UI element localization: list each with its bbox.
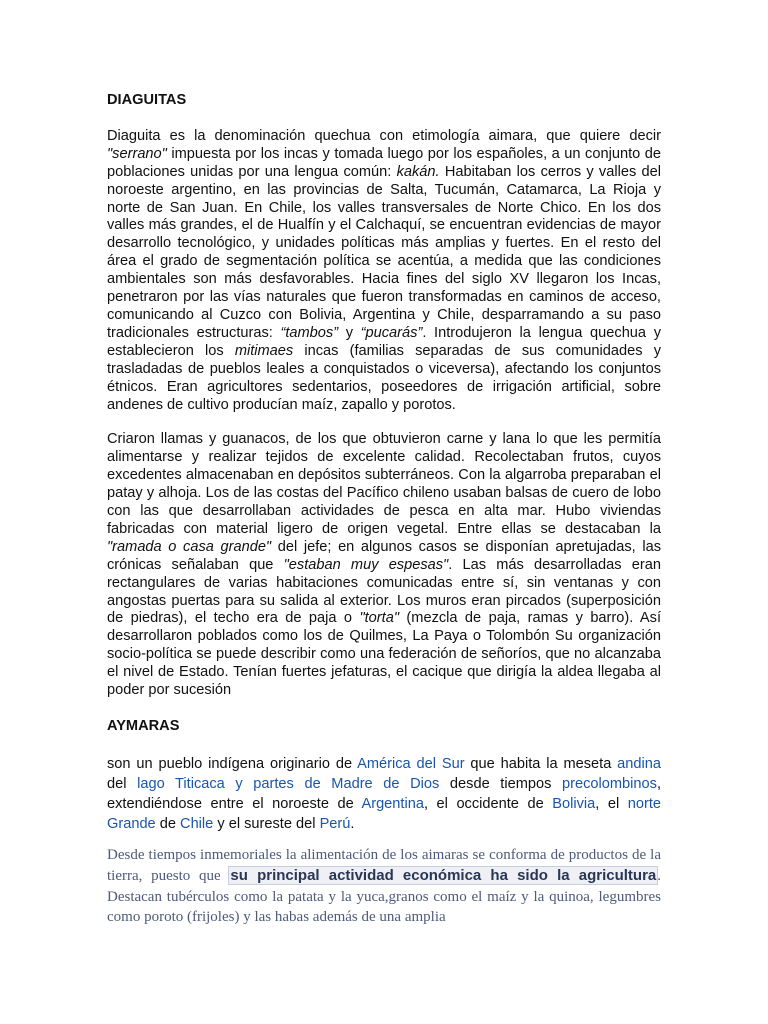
- text-run: del jefe; en algunos casos se disponían apretujadas, las crónicas señalaban que: [107, 538, 661, 573]
- diaguitas-paragraph-1: [107, 128, 661, 415]
- text-run: , el: [595, 795, 628, 812]
- inline-link[interactable]: Argentina: [361, 795, 424, 812]
- section-heading-aymaras: AYMARAS: [107, 718, 180, 734]
- text-run: . Introdujeron la lengua quechua y establecieron los: [107, 324, 661, 359]
- inline-link[interactable]: Bolivia: [552, 795, 596, 812]
- text-run: Desde tiempos inmemoriales la alimentación de los aimaras se conforma de productos de la tierra, puesto que: [107, 846, 661, 884]
- inline-link[interactable]: América del Sur: [357, 755, 465, 772]
- italic-term: "serrano": [107, 145, 167, 162]
- italic-term: “pucarás”: [360, 324, 423, 341]
- italic-term: mitimaes: [234, 342, 294, 359]
- italic-term: "estaban muy espesas": [283, 556, 449, 573]
- section-heading-diaguitas: DIAGUITAS: [107, 92, 187, 108]
- inline-link[interactable]: Chile: [180, 815, 214, 832]
- inline-link[interactable]: lago Titicaca y partes de Madre de Dios: [137, 775, 440, 792]
- italic-term: "ramada o casa grande": [107, 538, 272, 555]
- aymaras-paragraph-1: [107, 754, 661, 834]
- text-run: son un pueblo indígena originario de: [107, 755, 358, 772]
- text-run: del: [107, 775, 138, 792]
- text-run: Criaron llamas y guanacos, de los que obtuvieron carne y lana lo que les permitía alimentarse y realizar tejidos de excelente calidad. Recolectaban frutos, cuyos excedentes almacenaban en depósitos subterráneos. Con la algarroba preparaban el patay y alhoja. Los de las costas del Pacífico chileno usaban balsas de cuero de lobo con las que desarrollaban actividades de pesca en alta mar. Hubo viviendas fabricadas con material ligero de origen vegetal. Entre ellas se destacaban la: [107, 431, 661, 537]
- text-run: , extendiéndose entre el noroeste de: [107, 775, 661, 812]
- aymaras-paragraph-2: [107, 845, 661, 928]
- text-run: (mezcla de paja, ramas y barro). Así desarrollaron poblados como los de Quilmes, La Paya o Tolombón Su organización socio-política se puede describir como una federación de señoríos, que no alcanzaba el nivel de Estado. Tenían fuertes jefaturas, el cacique que dirigía la aldea llegaba al poder por sucesión: [107, 610, 661, 699]
- text-run: Habitaban los cerros y valles del noroeste argentino, en las provincias de Salta, Tucumán, Catamarca, La Rioja y norte de San Juan. En Chile, los valles transversales de Norte Chico. En los dos valles más grandes, el de Hualfín y el Calchaquí, se encuentran evidencias de mayor desarrollo tecnológico, y unidades políticas más amplias y fuertes. En el resto del área el grado de segmentación política se acentúa, a medida que las condiciones ambientales son más desfavorables. Hacia fines del siglo XV llegaron los Incas, penetraron por las vías naturales que fueron transformadas en caminos de acceso, comunicando al Cuzco con Bolivia, Argentina y Chile, desparramando a su paso tradicionales estructuras:: [107, 163, 661, 341]
- inline-link[interactable]: Perú: [319, 815, 351, 832]
- text-run: desde tiempos: [439, 775, 563, 792]
- italic-term: kakán.: [396, 163, 440, 180]
- text-run: .: [350, 815, 355, 832]
- text-run: Diaguita es la denominación quechua con etimología aimara, que quiere decir: [107, 127, 661, 144]
- italic-term: “tambos”: [280, 324, 339, 341]
- diaguitas-paragraph-2: [107, 431, 661, 700]
- text-run: . Las más desarrolladas eran rectangulares de varias habitaciones comunicadas entre sí, sin ventanas y con angostas puertas para su salida al exterior. Los muros eran pircados (superposición de piedras), el techo era de paja o: [107, 556, 661, 627]
- highlighted-text: su principal actividad económica ha sido la agricultura: [230, 866, 657, 884]
- text-run: y el sureste del: [213, 815, 320, 832]
- inline-link[interactable]: precolombinos: [562, 775, 657, 792]
- text-run: , el occidente de: [423, 795, 553, 812]
- text-run: incas (familias separadas de sus comunidades y trasladadas de pueblos leales a conquistados o viceversa), afectando los conjuntos étnicos. Eran agricultores sedentarios, poseedores de irrigación artificial, sobre andenes de cultivo producían maíz, zapallo y porotos.: [107, 342, 661, 413]
- text-run: que habita la meseta: [464, 755, 618, 772]
- document-page: [107, 92, 661, 928]
- inline-link[interactable]: norte Grande: [107, 795, 661, 832]
- text-run: y: [338, 324, 361, 341]
- inline-link[interactable]: andina: [617, 755, 661, 772]
- italic-term: "torta": [359, 610, 400, 627]
- text-run: impuesta por los incas y tomada luego por los españoles, a un conjunto de poblaciones unidas por una lengua común:: [107, 145, 661, 180]
- text-run: . Destacan tubérculos como la patata y la yuca,granos como el maíz y la quinoa, legumbres como poroto (frijoles) y las habas además de una amplia: [107, 867, 661, 926]
- text-run: de: [155, 815, 181, 832]
